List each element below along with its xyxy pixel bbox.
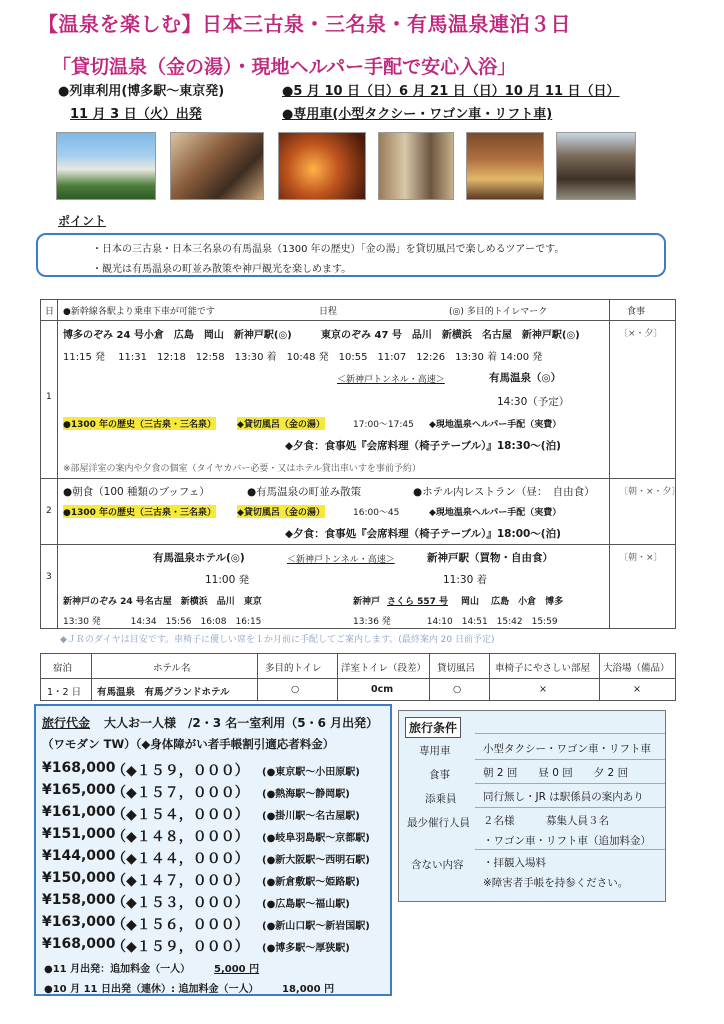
condition-label: 最少催行人員 [407, 817, 470, 829]
hotel-cell: × [633, 684, 641, 695]
price-discount: （◆１５４，０００） [112, 807, 249, 823]
price-label: 旅行代金 [42, 716, 91, 730]
day1-dinner: ◆夕食：食事処『会席料理（椅子テーブル）』18:30～(泊) [285, 440, 561, 452]
day3-route-hakata-post: 岡山 広島 小倉 博多 [461, 597, 564, 607]
price-discount: （◆１５３，０００） [112, 895, 249, 911]
day1-route-hakata: 博多のぞみ 24 号小倉 広島 岡山 新神戸駅(◎) [63, 330, 292, 341]
price-discount: （◆１４７，０００） [112, 873, 249, 889]
condition-label: 専用車 [419, 745, 451, 757]
hotel-header: 貸切風呂 [437, 663, 476, 674]
itinerary-header: 日程 [319, 307, 338, 317]
condition-value: ・ワゴン車・リフト車（追加料金） [483, 835, 651, 847]
page-title: 【温泉を楽しむ】日本三古泉・三名泉・有馬温泉連泊３日 [38, 12, 571, 36]
price-normal: ¥161,000 [42, 804, 116, 820]
october-surcharge-amount: 18,000 円 [282, 984, 335, 995]
price-discount: （◆１５６，０００） [112, 917, 249, 933]
day1-history: ●1300 年の歴史（三古泉・三名泉） [63, 417, 216, 430]
price-normal: ¥144,000 [42, 848, 116, 864]
price-normal: ¥150,000 [42, 870, 116, 886]
price-route: (●新倉敷駅～姫路駅) [262, 877, 360, 888]
meal-column-header: 食事 [627, 307, 646, 317]
day1-note: ※部屋洋室の案内や夕食の個室（タイヤカバー必要・又はホテル貸出車いすを事前予約） [63, 464, 421, 474]
hotel-cell: 1・2 日 [47, 687, 82, 698]
day3-times-tokyo: 13:30 発 14:34 15:56 16:08 16:15 [63, 617, 262, 627]
condition-value: ２名様 募集人員３名 [483, 815, 609, 827]
price-normal: ¥163,000 [42, 914, 116, 930]
price-discount: （◆１５９，０００） [112, 939, 249, 955]
shinkansen-note: ●新幹線各駅より乗車下車が可能です [63, 307, 215, 317]
condition-label: 添乗員 [425, 793, 457, 805]
dinner-meal-photo [278, 132, 366, 200]
condition-label: 含ない内容 [411, 859, 464, 871]
day-number: 2 [46, 506, 52, 516]
day2-meals: 〔朝・×・夕〕 [619, 487, 681, 497]
condition-label: 食事 [429, 769, 450, 781]
price-route: (●新大阪駅～西明石駅) [262, 855, 370, 866]
day1-tunnel: ＜新神戸トンネル・高速＞ [337, 375, 445, 385]
condition-value: 朝 2 回 昼 0 回 夕 2 回 [483, 767, 629, 779]
price-per-person: 大人お一人様 /2・3 名一室利用（5・6 月出発） [104, 716, 379, 730]
day3-route-tokyo: 新神戸のぞみ 24 号名古屋 新横浜 品川 東京 [63, 597, 262, 607]
day3-hotel: 有馬温泉ホテル(◎) [153, 552, 245, 564]
hotel-cell: 0cm [371, 684, 394, 695]
hotel-header: 宿泊 [53, 663, 73, 674]
condition-value: ・拝観入場料 [483, 857, 546, 869]
train-info: ●列車利用(博多駅～東京発) [58, 84, 225, 99]
day-column-header: 日 [45, 307, 55, 317]
price-normal: ¥168,000 [42, 936, 116, 952]
day2-helper: ◆現地温泉ヘルパー手配（実費） [429, 508, 562, 518]
price-room-type: （ワモダン TW）（◆身体障がい者手帳割引適応者料金） [42, 737, 335, 751]
points-box [36, 233, 666, 277]
price-route: (●東京駅～小田原駅) [262, 767, 360, 778]
price-route: (●掛川駅～名古屋駅) [262, 811, 360, 822]
hotel-cell: ○ [453, 684, 462, 695]
page-subtitle: 「貸切温泉（金の湯）・現地ヘルパー手配で安心入浴」 [52, 56, 517, 78]
departure-dates: ●5 月 10 日（日）6 月 21 日（日）10 月 11 日（日） [282, 84, 620, 99]
day3-meals: 〔朝・×〕 [619, 553, 663, 563]
day2-stroll: ●有馬温泉の町並み散策 [247, 486, 362, 498]
condition-value: 小型タクシー・ワゴン車・リフト車 [483, 743, 651, 755]
price-normal: ¥168,000 [42, 760, 116, 776]
price-box [34, 704, 392, 996]
price-discount: （◆１５９，０００） [112, 763, 249, 779]
town-street-photo [556, 132, 636, 200]
travel-conditions-box [398, 710, 666, 902]
day1-times: 11:15 発 11:31 12:18 12:58 13:30 着 10:48 発 10:55 11:07 12:26 13:30 着 14:00 発 [63, 352, 543, 363]
point-item: ・日本の三古泉・日本三名泉の有馬温泉（1300 年の歴史）「金の湯」を貸切風呂で楽しめるツアーです。 [92, 244, 565, 255]
hotel-header: 洋室トイレ（段差） [341, 663, 427, 674]
day-number: 1 [46, 392, 52, 402]
price-route: (●熱海駅～静岡駅) [262, 789, 350, 800]
hotel-cell: 有馬温泉 有馬グランドホテル [97, 687, 230, 698]
day1-route-tokyo: 東京のぞみ 47 号 品川 新横浜 名古屋 新神戸駅(◎) [321, 330, 580, 341]
private-bath-photo [466, 132, 544, 200]
price-route: (●広島駅～福山駅) [262, 899, 350, 910]
price-route: (●新山口駅～新岩国駅) [262, 921, 370, 932]
day1-meals: 〔×・夕〕 [619, 329, 663, 339]
hotel-header: ホテル名 [153, 663, 191, 674]
day3-depart: 11:00 発 [205, 574, 250, 586]
day2-history: ●1300 年の歴史（三古泉・三名泉） [63, 505, 216, 518]
day1-helper: ◆現地温泉ヘルパー手配（実費） [429, 420, 562, 430]
day1-arima: 有馬温泉（◎） [489, 372, 562, 384]
november-surcharge-amount: 5,000 円 [214, 964, 260, 975]
hotel-exterior-photo [56, 132, 156, 200]
day2-bath-time: 16:00～45 [353, 508, 400, 518]
hotel-header: 車椅子にやさしい部屋 [495, 663, 591, 674]
day1-private-bath: ◆貸切風呂（金の湯） [237, 417, 325, 430]
day2-dinner: ◆夕食：食事処『会席料理（椅子テーブル）』18:00～(泊) [285, 528, 561, 540]
day2-breakfast: ●朝食（100 種類のブッフェ） [63, 486, 210, 498]
october-surcharge-label: ●10 月 11 日出発（連休）: 追加料金（一人） [44, 984, 259, 995]
jr-timetable-note: ◆ＪＲのダイヤは目安です。車椅子に優しい席を１か月前に手配してご案内します。(最終案内 20 日前予定) [60, 635, 495, 645]
day1-bath-time: 17:00～17:45 [353, 420, 414, 430]
day3-tunnel: ＜新神戸トンネル・高速＞ [287, 555, 395, 565]
day3-route-train: さくら 557 号 [387, 597, 449, 607]
price-normal: ¥151,000 [42, 826, 116, 842]
price-discount: （◆１４４，０００） [112, 851, 249, 867]
condition-value: 同行無し・JR は駅係員の案内あり [483, 791, 644, 803]
price-route: (●岐阜羽島駅～京都駅) [262, 833, 370, 844]
toilet-mark-legend: (◎) 多目的トイレマーク [449, 307, 548, 317]
hotel-header: 大浴場（備品） [603, 663, 670, 674]
vehicle-info: ●専用車(小型タクシー・ワゴン車・リフト車) [282, 107, 553, 122]
point-item: ・観光は有馬温泉の町並み散策や神戸観光を楽しめます。 [92, 264, 352, 275]
points-heading: ポイント [58, 214, 107, 228]
day-number: 3 [46, 572, 52, 582]
itinerary-table [40, 299, 681, 629]
day2-lunch: ●ホテル内レストラン（昼： 自由食） [413, 486, 595, 498]
departure-date-extra: 11 月 3 日（火）出発 [70, 107, 202, 122]
day3-times-hakata: 13:36 発 14:10 14:51 15:42 15:59 [353, 617, 558, 627]
guest-room-photo [170, 132, 264, 200]
november-surcharge-label: ●11 月出発：追加料金（一人） [44, 964, 191, 975]
hotel-cell: × [539, 684, 547, 695]
day3-arrive: 11:30 着 [443, 574, 488, 586]
hotel-table [40, 653, 676, 701]
price-normal: ¥158,000 [42, 892, 116, 908]
price-discount: （◆１４８，０００） [112, 829, 249, 845]
hotel-header: 多目的トイレ [265, 663, 322, 674]
accessible-toilet-photo [378, 132, 454, 200]
hotel-cell: ○ [291, 684, 300, 695]
price-normal: ¥165,000 [42, 782, 116, 798]
day2-private-bath: ◆貸切風呂（金の湯） [237, 505, 325, 518]
day3-route-hakata-pre: 新神戸 [353, 597, 381, 607]
day1-arrive-time: 14:30（予定） [497, 396, 570, 408]
conditions-title: 旅行条件 [405, 717, 461, 738]
condition-value: ※障害者手帳を持参ください。 [483, 877, 629, 889]
price-route: (●博多駅～厚狭駅) [262, 943, 350, 954]
day3-station: 新神戸駅（買物・自由食） [427, 552, 553, 564]
price-discount: （◆１５７，０００） [112, 785, 249, 801]
